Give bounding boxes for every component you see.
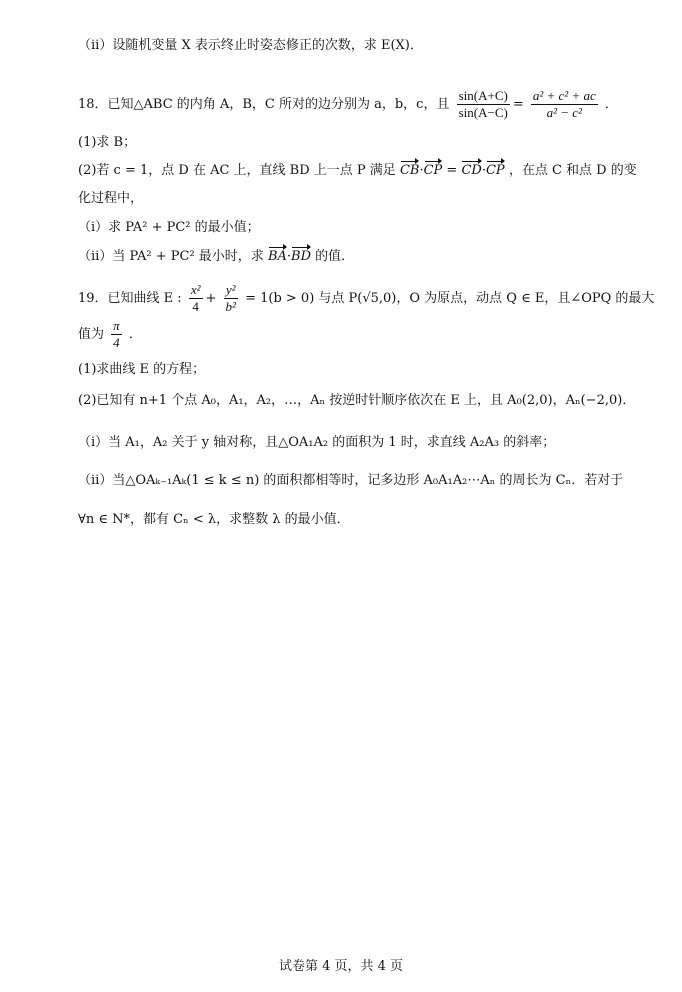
line-text: ．	[604, 97, 618, 112]
vector-bd: BD	[291, 247, 311, 267]
line-text: 化过程中，	[78, 191, 144, 206]
fraction-denominator: 4	[192, 299, 199, 314]
line-text: （ⅱ）当 PA² + PC² 最小时，求	[78, 249, 264, 264]
problem-19-part-1	[78, 360, 622, 380]
problem-18-part-2-cont	[78, 189, 622, 209]
line-text: (2)已知有 n+1 个点 A₀，A₁，A₂，…，Aₙ 按逆时针顺序依次在 E 上，且 A₀(2,0)，Aₙ(−2,0)．	[78, 393, 636, 408]
line-17-ii	[78, 36, 622, 56]
line-text: ，在点 C 和点 D 的变	[508, 163, 637, 178]
page-footer: 试卷第 4 页，共 4 页	[278, 959, 404, 974]
fraction-pi	[111, 318, 122, 351]
problem-19-part-2	[78, 391, 636, 411]
line-text: 19．已知曲线 E :	[78, 291, 182, 306]
line-text: (1)求曲线 E 的方程；	[78, 362, 206, 377]
problem-19-part-2-ii	[78, 471, 622, 491]
fraction-numerator: π	[113, 318, 120, 333]
fraction-denominator: b²	[225, 299, 236, 314]
line-text: = 1(b > 0) 与点 P(√5,0)，O 为原点，动点 Q ∈ E，且∠OPQ 的最大	[245, 291, 655, 306]
line-text: ∀n ∈ N*，都有 Cₙ < λ，求整数 λ 的最小值．	[78, 512, 350, 527]
fraction-sin	[457, 88, 510, 121]
line-text: 的值．	[315, 249, 355, 264]
line-text: 值为	[78, 327, 105, 342]
line-text: （ⅱ）当△OAₖ₋₁Aₖ(1 ≤ k ≤ n) 的面积都相等时，记多边形 A₀A₁A₂⋯Aₙ 的周长为 Cₙ．若对于	[78, 473, 624, 488]
problem-18-part-1	[78, 133, 622, 153]
vector-cd: CD	[461, 161, 481, 181]
fraction-numerator: y²	[224, 282, 238, 299]
line-text: (1)求 B；	[78, 135, 137, 150]
fraction-denominator: a² − c²	[546, 105, 582, 120]
fraction-numerator: x²	[190, 282, 201, 297]
vector-cb: CB	[400, 161, 420, 181]
problem-18-statement: 18．已知△ABC 的内角 A，B，C 所对的边分别为 a，b，c，且 $\frac{\sin(A+C)}{\sin(A-C)}$ = $\frac{\text{a² + c² + ac}}{\text{a² − c²}}$ ．	[78, 88, 618, 120]
line-text: （ⅰ）当 A₁，A₂ 关于 y 轴对称，且△OA₁A₂ 的面积为 1 时，求直线 A₂A₃ 的斜率；	[78, 435, 556, 450]
fraction-numerator: a² + c² + ac	[532, 88, 596, 103]
fraction-sides	[531, 88, 598, 121]
vector-ba: BA	[268, 247, 287, 267]
problem-18-part-2-ii: （ⅱ）当 PA² + PC² 最小时，求 BA·BD 的值．	[78, 247, 622, 267]
fraction-denominator: 4	[113, 335, 120, 350]
problem-19-part-2-i	[78, 433, 622, 453]
line-text: (2)若 c = 1，点 D 在 AC 上，直线 BD 上一点 P 满足	[78, 163, 396, 178]
line-text: （ⅱ）设随机变量 X 表示终止时姿态修正的次数，求 E(X)．	[78, 38, 423, 53]
fraction-y	[224, 282, 238, 315]
vector-cp: CP	[486, 161, 505, 181]
vector-cp: CP	[424, 161, 443, 181]
fraction-numerator: sin(A+C)	[458, 88, 508, 103]
fraction-x	[189, 282, 203, 315]
problem-19-statement: 19．已知曲线 E : $\frac{\text{x²}}{4}$ + $\frac{\text{y²}}{\text{b²}}$ = 1(b > 0) 与点 P(√5,0)，O 为原点，动点 Q ∈ E，且∠OPQ 的最大	[78, 282, 655, 314]
line-text: （ⅰ）求 PA² + PC² 的最小值；	[78, 220, 260, 235]
line-text: ．	[128, 327, 142, 342]
problem-19-statement-cont	[78, 318, 622, 351]
line-text: 18．已知△ABC 的内角 A，B，C 所对的边分别为 a，b，c，且	[78, 97, 450, 112]
problem-18-part-2-i	[78, 218, 622, 238]
problem-19-part-2-ii-cont	[78, 510, 622, 530]
fraction-denominator: sin(A−C)	[458, 105, 508, 120]
problem-18-part-2: (2)若 c = 1，点 D 在 AC 上，直线 BD 上一点 P 满足 CB·CP = CD·CP ，在点 C 和点 D 的变	[78, 161, 622, 181]
